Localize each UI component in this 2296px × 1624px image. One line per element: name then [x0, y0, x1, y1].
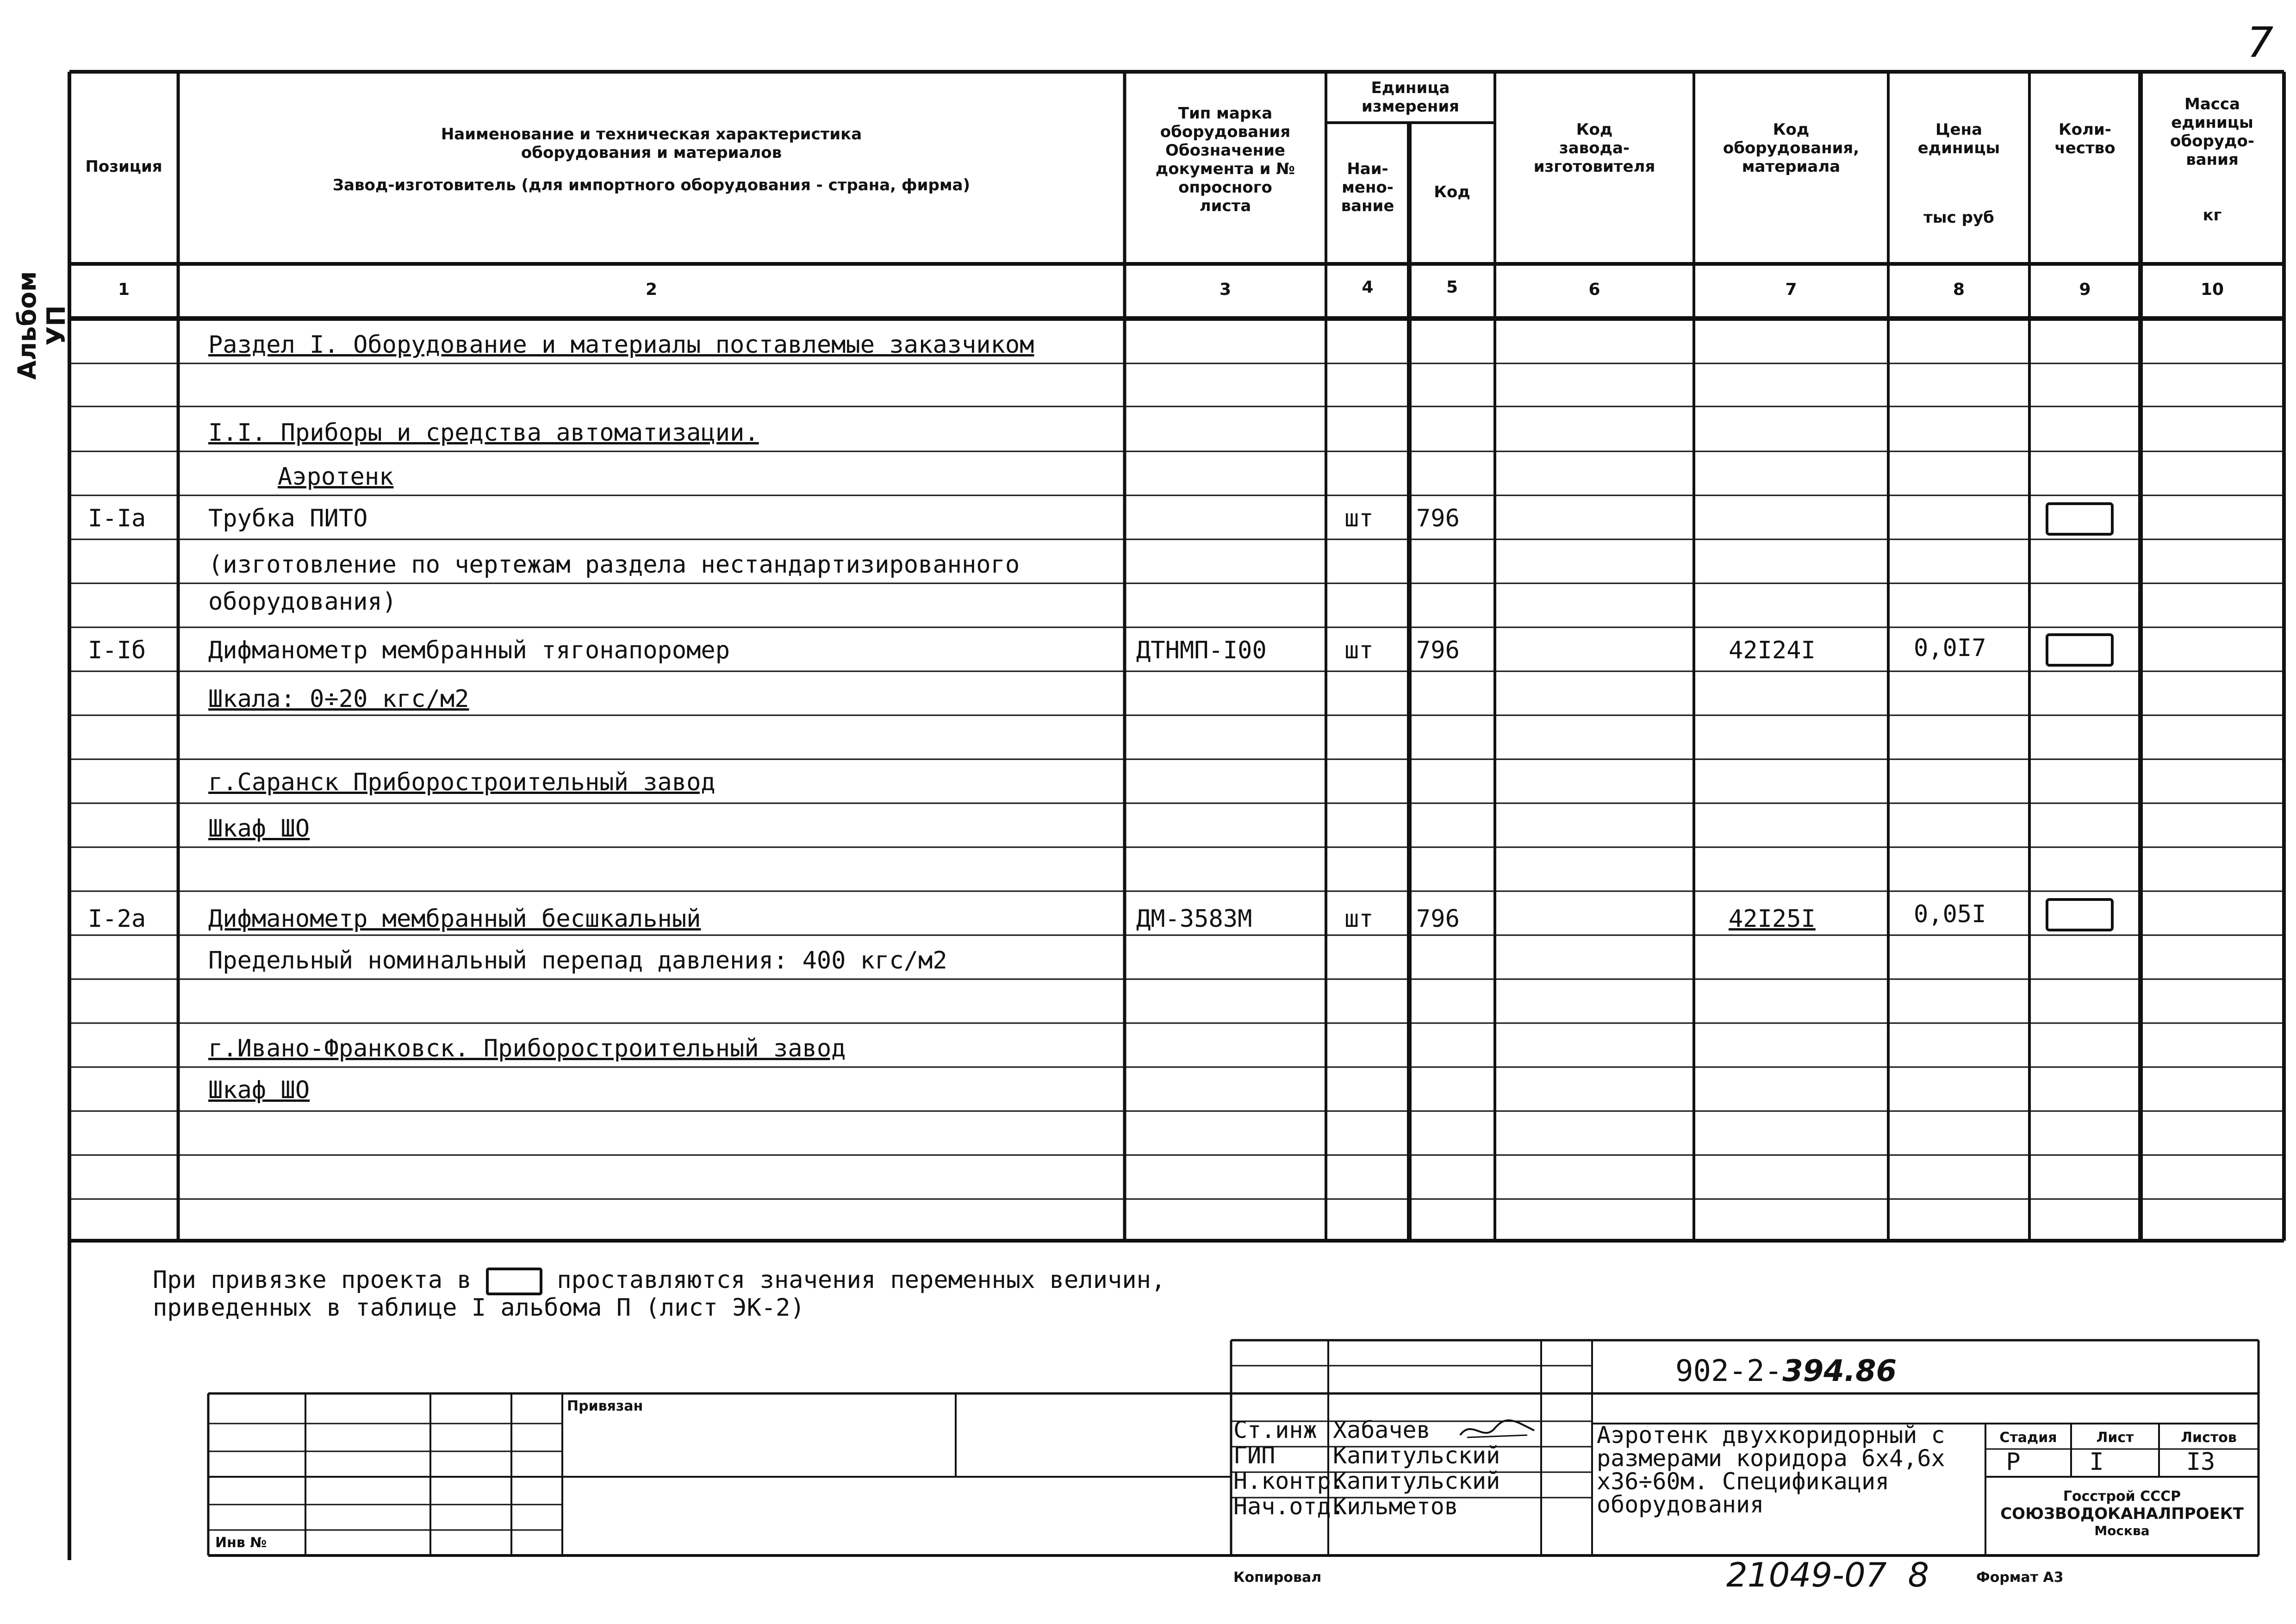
- placeholder-box: [486, 1268, 542, 1295]
- row-price: 0,0I7: [1914, 634, 1986, 662]
- row-name: Дифманометр мембранный бесшкальный: [208, 905, 701, 933]
- sheet-label: Лист: [2096, 1430, 2134, 1446]
- quantity-placeholder-box: [2046, 898, 2114, 931]
- row-name: Шкала: 0÷20 кгс/м2: [208, 685, 469, 713]
- row-section-title: Раздел I. Оборудование и материалы поставлемые заказчиком: [208, 331, 1034, 359]
- row-subsection-title: I.I. Приборы и средства автоматизации.: [208, 419, 759, 447]
- row-name: оборудования): [208, 588, 397, 616]
- page-number: 7: [2247, 19, 2274, 67]
- row-position: I-Iб: [88, 637, 146, 664]
- note-line-2: приведенных в таблице I альбома П (лист ЭК-2): [153, 1294, 805, 1322]
- row-name: Шкаф ШО: [208, 815, 310, 843]
- header-price: Цена единицы тыс руб: [1917, 120, 2000, 227]
- staff-name: Капитульский: [1333, 1468, 1500, 1494]
- row-manufacturer: г.Саранск Приборостроительный завод: [208, 768, 716, 796]
- archive-number: 21049-07 8: [1726, 1555, 1929, 1594]
- row-equipment-code: 42I25I: [1729, 905, 1816, 933]
- row-unit-code: 796: [1416, 637, 1460, 664]
- row-unit-code: 796: [1416, 905, 1460, 933]
- row-group-title: Аэротенк: [278, 463, 394, 491]
- header-quantity: Коли- чество: [2054, 120, 2116, 157]
- row-name: Дифманометр мембранный тягонапоромер: [208, 637, 730, 664]
- header-unit-name: Наи- мено- вание: [1341, 160, 1394, 215]
- colnum-2: 2: [645, 280, 658, 299]
- header-mass: Масса единицы оборудо- вания кг: [2170, 95, 2254, 225]
- staff-role: ГИП: [1233, 1442, 1276, 1469]
- sheets-value: I3: [2186, 1448, 2215, 1476]
- row-unit: шт: [1344, 637, 1374, 664]
- row-price: 0,05I: [1914, 900, 1986, 928]
- header-unit-code: Код: [1434, 183, 1470, 201]
- header-manufacturer-code: Код завода- изготовителя: [1533, 120, 1655, 176]
- copied-label: Копировал: [1233, 1569, 1322, 1586]
- row-unit: шт: [1344, 905, 1374, 933]
- staff-role: Ст.инж: [1233, 1417, 1317, 1443]
- quantity-placeholder-box: [2046, 633, 2114, 667]
- colnum-4: 4: [1362, 278, 1374, 297]
- row-type: ДМ-3583М: [1136, 905, 1252, 933]
- row-name: Шкаф ШО: [208, 1076, 310, 1104]
- row-unit-code: 796: [1416, 505, 1460, 532]
- row-position: I-Ia: [88, 505, 146, 532]
- header-name: Наименование и техническая характеристика оборудования и материалов Завод-изготовитель (для импортного оборудования - страна, фирма): [332, 125, 971, 194]
- row-equipment-code: 42I24I: [1729, 637, 1816, 664]
- staff-name: Капитульский: [1333, 1442, 1500, 1469]
- row-type: ДТНМП-I00: [1136, 637, 1267, 664]
- colnum-6: 6: [1588, 280, 1600, 299]
- doc-number: 902-2-394.86: [1675, 1354, 1897, 1388]
- organization: Госстрой СССР СОЮЗВОДОКАНАЛПРОЕКТ Москва: [2000, 1488, 2244, 1538]
- row-name: (изготовление по чертежам раздела нестандартизированного: [208, 551, 1020, 579]
- colnum-7: 7: [1785, 280, 1797, 299]
- colnum-10: 10: [2200, 280, 2224, 299]
- stamp-privyazan: Привязан: [567, 1398, 643, 1414]
- row-name: Предельный номинальный перепад давления: 400 кгс/м2: [208, 947, 947, 974]
- staff-name: Хабачев: [1333, 1417, 1431, 1443]
- staff-name: Кильметов: [1333, 1493, 1458, 1520]
- sheet-value: I: [2089, 1448, 2104, 1476]
- header-equipment-code: Код оборудования, материала: [1723, 120, 1860, 176]
- staff-role: Н.контр.: [1233, 1468, 1345, 1494]
- colnum-5: 5: [1446, 278, 1458, 297]
- quantity-placeholder-box: [2046, 502, 2114, 536]
- album-label: Альбом УП: [12, 271, 71, 380]
- note-line-1: При привязке проекта в проставляются значения переменных величин,: [153, 1266, 1165, 1295]
- format-label: Формат А3: [1976, 1569, 2064, 1586]
- stage-label: Стадия: [1999, 1430, 2057, 1446]
- row-name: Трубка ПИТО: [208, 505, 368, 532]
- header-unit-group: Единица измерения: [1362, 79, 1459, 116]
- colnum-9: 9: [2079, 280, 2091, 299]
- document-title: Аэротенк двухкоридорный с размерами коридора 6х4,6х х36÷60м. Спецификация оборудования: [1597, 1422, 1945, 1518]
- header-type: Тип марка оборудования Обозначение документа и № опросного листа: [1155, 104, 1295, 215]
- row-manufacturer: г.Ивано-Франковск. Приборостроительный завод: [208, 1035, 846, 1062]
- colnum-8: 8: [1953, 280, 1965, 299]
- colnum-3: 3: [1219, 280, 1232, 299]
- row-position: I-2a: [88, 905, 146, 933]
- sheets-label: Листов: [2181, 1430, 2237, 1446]
- row-unit: шт: [1344, 505, 1374, 532]
- colnum-1: 1: [118, 280, 130, 299]
- staff-role: Нач.отд.: [1233, 1493, 1345, 1520]
- stamp-inv: Инв №: [215, 1535, 267, 1551]
- header-position: Позиция: [85, 157, 162, 176]
- stage-value: Р: [2006, 1448, 2021, 1476]
